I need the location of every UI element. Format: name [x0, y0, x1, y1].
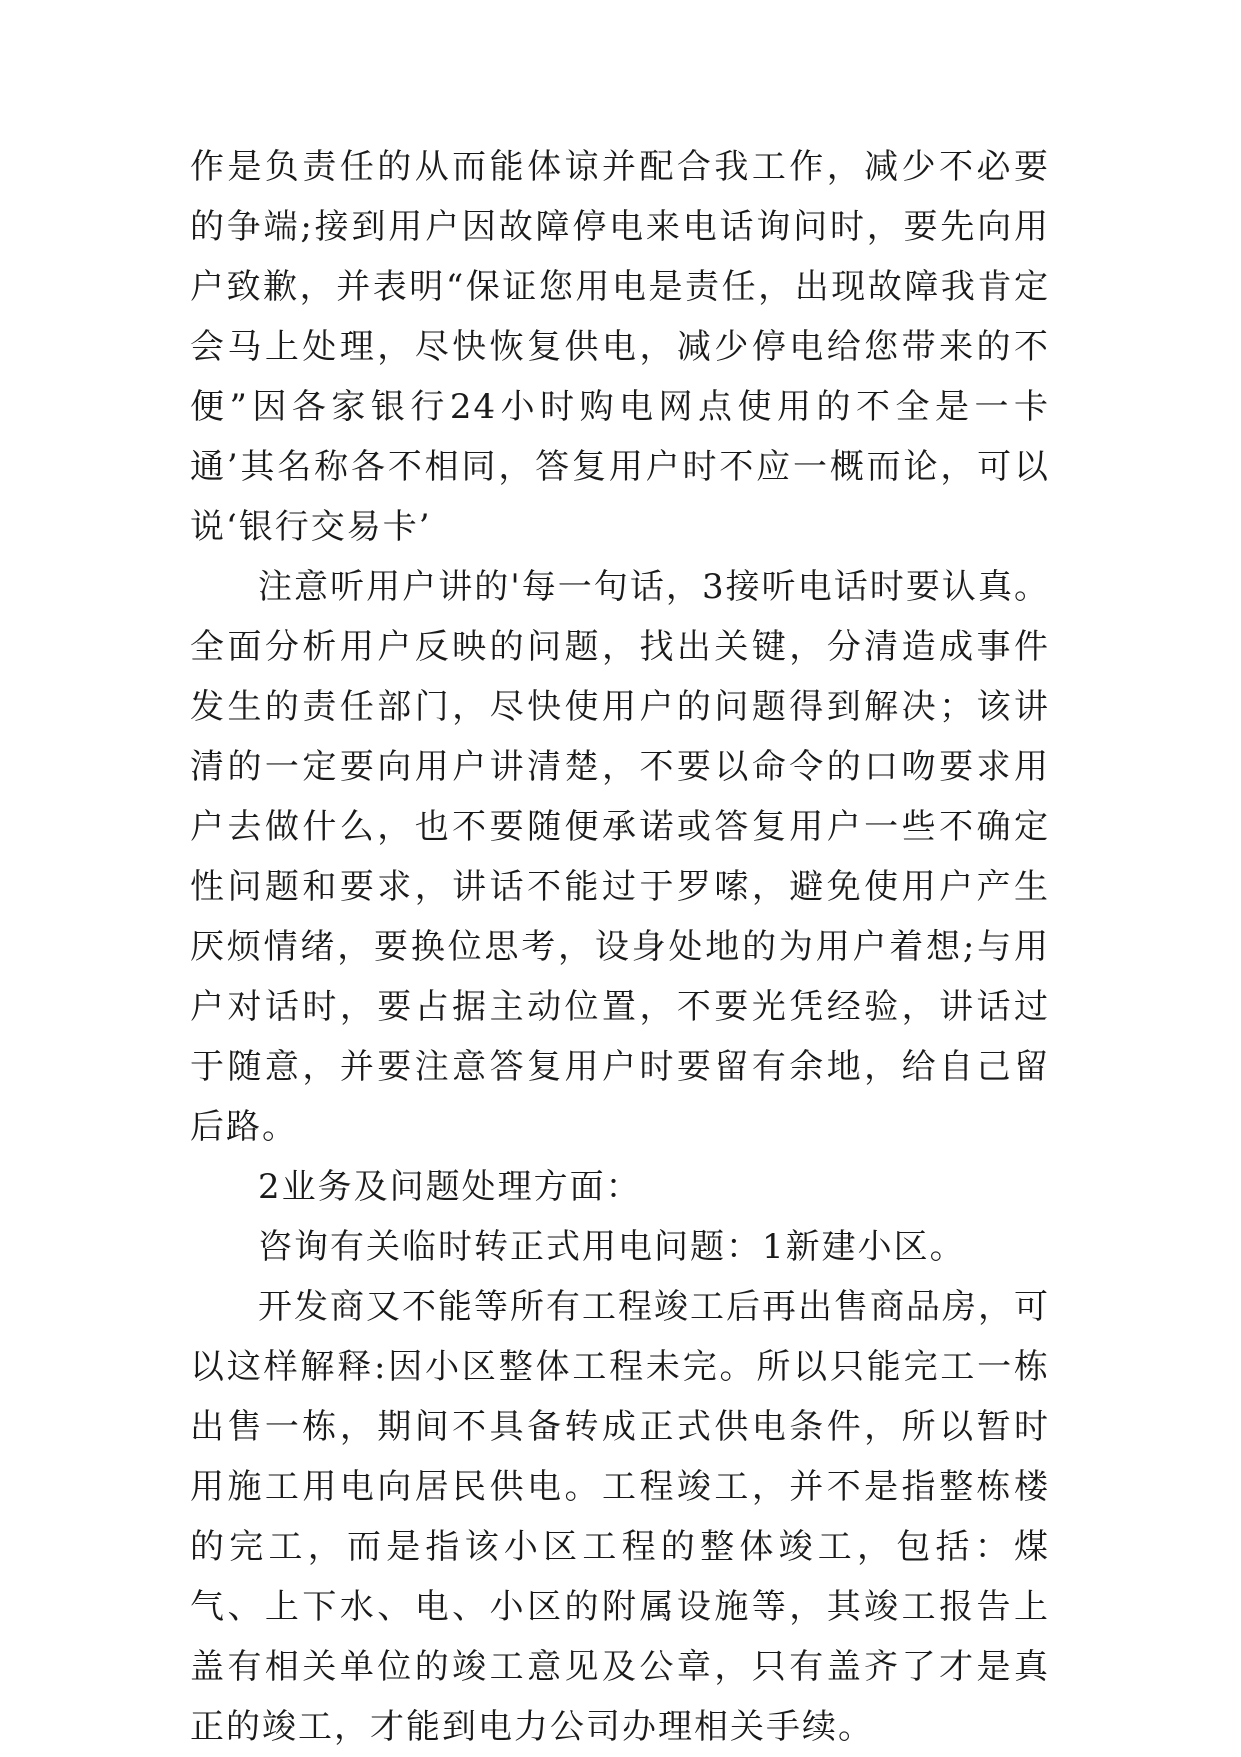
- paragraph-2: 注意听用户讲的'每一句话，3接听电话时要认真。全面分析用户反映的问题，找出关键，分清造成事件发生的责任部门，尽快使用户的问题得到解决；该讲清的一定要向用户讲清楚，不要以命令的口吻要求用户去做什么，也不要随便承诺或答复用户一些不确定性问题和要求，讲话不能过于罗嗦，避免使用户产生厌烦情绪，要换位思考，设身处地的为用户着想;与用户对话时，要占据主动位置，不要光凭经验，讲话过于随意，并要注意答复用户时要留有余地，给自己留后路。: [190, 567, 1050, 1147]
- paragraph-3: 2业务及问题处理方面：: [258, 1167, 642, 1207]
- paragraph-1: 作是负责任的从而能体谅并配合我工作，减少不必要的争端;接到用户因故障停电来电话询问时，要先向用户致歉，并表明“保证您用电是责任，出现故障我肯定会马上处理，尽快恢复供电，减少停电给您带来的不便”因各家银行24小时购电网点使用的不全是一卡通’其名称各不相同，答复用户时不应一概而论，可以说‘银行交易卡’: [190, 147, 1050, 547]
- document-body: [190, 137, 1050, 1757]
- paragraph-4: 咨询有关临时转正式用电问题：1新建小区。: [258, 1227, 966, 1267]
- paragraph-5: 开发商又不能等所有工程竣工后再出售商品房，可以这样解释:因小区整体工程未完。所以只能完工一栋出售一栋，期间不具备转成正式供电条件，所以暂时用施工用电向居民供电。工程竣工，并不是指整栋楼的完工，而是指该小区工程的整体竣工，包括：煤气、上下水、电、小区的附属设施等，其竣工报告上盖有相关单位的竣工意见及公章，只有盖齐了才是真正的竣工，才能到电力公司办理相关手续。: [190, 1287, 1050, 1747]
